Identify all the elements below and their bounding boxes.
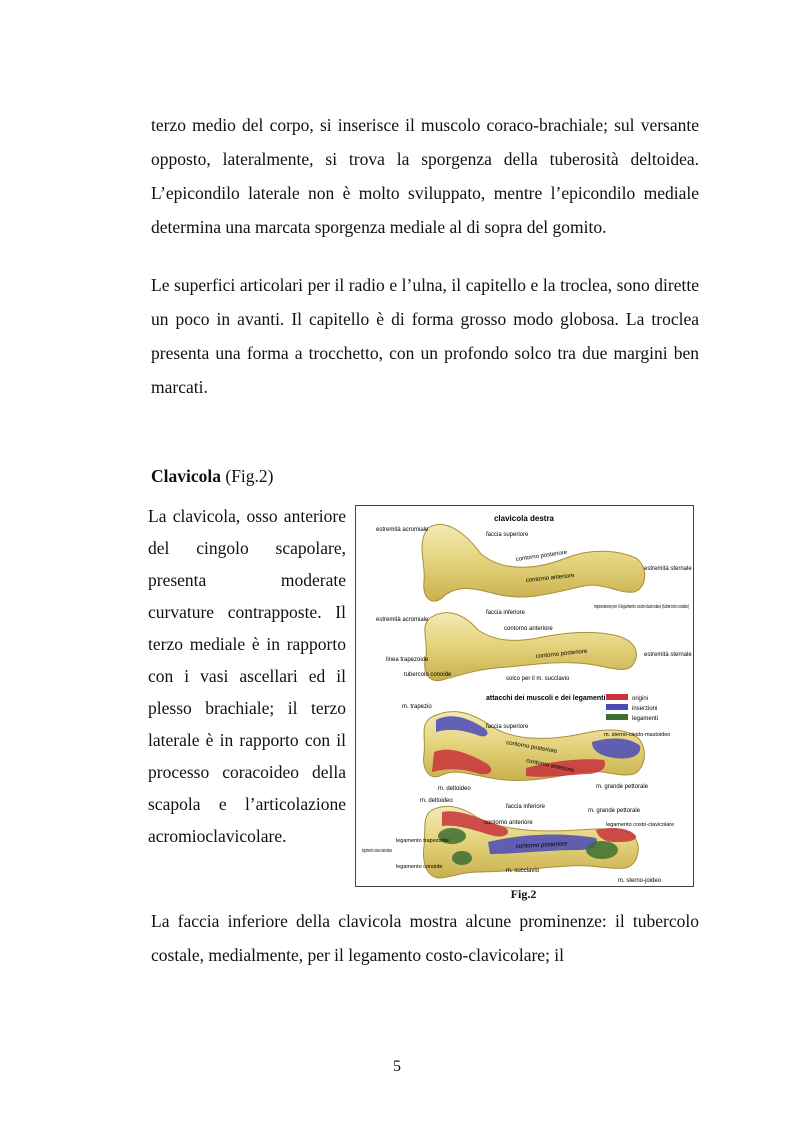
ligament-costo-clavicolare (586, 841, 618, 859)
legend-swatch-legamenti (606, 714, 628, 720)
legend-label-legamenti: legamenti (632, 716, 659, 722)
clavicle-bone-1 (422, 524, 645, 601)
body-paragraph-1: terzo medio del corpo, si inserisce il muscolo coraco-brachiale; sul versante opposto, lateralmente, si trova la sporgenza della tuberosità deltoidea. L’epicondilo laterale non è molto sviluppato, mentre l’epicondilo mediale determina una marcata sporgenza mediale al di sopra del gomito. (151, 115, 699, 237)
label-contorno-anteriore-1: contorno anteriore (525, 572, 575, 584)
side-paragraph: La clavicola, osso anteriore del cingolo scapolare, presenta moderate curvature contrapposte. Il terzo mediale è in rapporto con i vasi ascellari ed il plesso brachiale; il terzo laterale è in rapporto con il processo coracoideo della scapola e l’articolazione acromioclavicolare. (148, 506, 346, 846)
label-m-deltoideo-4: m. deltoideo (420, 798, 453, 804)
label-m-grande-pettorale-4: m. grande pettorale (588, 808, 641, 814)
label-impressione: impressione per il legamento costo-clavicolare (tubercolo costale) (594, 604, 690, 610)
legend-swatch-origini (606, 694, 628, 700)
label-m-succlavio: m. succlavio (506, 868, 540, 874)
label-contorno-posteriore-4: contorno posteriore (515, 841, 568, 850)
panel3-title: attacchi dei muscoli e dei legamenti (486, 695, 606, 702)
label-m-sterno-joideo: m. sterno-joideo (618, 878, 662, 884)
label-contorno-posteriore-1: contorno posteriore (515, 549, 568, 563)
label-estremita-sternale-1: estremità sternale (644, 566, 692, 572)
label-linea-trapezoide: linea trapezoide (386, 657, 429, 663)
label-legamento-coraco: legamento coraco-clavicolare (362, 848, 392, 854)
label-legamento-costo-clav: legamento costo-clavicolare (606, 822, 675, 828)
clavicle-bone-2 (425, 613, 637, 681)
label-m-trapezio: m. trapezio (402, 704, 432, 710)
body-paragraph-3: La faccia inferiore della clavicola mostra alcune prominenze: il tubercolo costale, medialmente, per il legamento costo-clavicolare; il (151, 911, 699, 965)
section-title: Clavicola (151, 466, 221, 486)
label-legamento-trapezoide: legamento trapezoide (396, 838, 449, 844)
clavicle-illustration (356, 506, 693, 886)
legend-swatch-inserzioni (606, 704, 628, 710)
label-m-sternocleido: m. sterno-cleido-mastoideo (604, 732, 671, 738)
ligament-conoide (452, 851, 472, 865)
page-number: 5 (393, 1058, 401, 1075)
label-estremita-acromiale-1: estremità acromiale (376, 527, 429, 533)
legend (606, 694, 658, 722)
figure-reference: (Fig.2) (225, 466, 274, 486)
label-m-grande-pettorale-3: m. grande pettorale (596, 784, 649, 790)
figure-caption: Fig.2 (510, 887, 537, 901)
body-paragraph-2: Le superfici articolari per il radio e l’ulna, il capitello e la troclea, sono dirette un poco in avanti. Il capitello è di forma grosso modo globosa. La troclea presenta una forma a trocchetto, con un profondo solco tra due margini ben marcati. (151, 275, 699, 397)
legend-label-origini: origini (632, 696, 649, 702)
label-estremita-acromiale-2: estremità acromiale (376, 617, 429, 623)
section-heading (151, 466, 274, 487)
label-m-deltoideo-3: m. deltoideo (438, 786, 471, 792)
label-faccia-superiore-1: faccia superiore (486, 532, 529, 538)
label-estremita-sternale-2: estremità sternale (644, 652, 692, 658)
clavicle-figure (355, 505, 694, 887)
label-solco-succlavio: solco per il m. succlavio (506, 676, 570, 682)
legend-label-inserzioni: inserzioni (632, 706, 658, 712)
label-faccia-superiore-3: faccia superiore (486, 724, 529, 730)
label-contorno-posteriore-2: contorno posteriore (535, 648, 588, 660)
label-faccia-inferiore-4: faccia inferiore (506, 804, 546, 810)
panel1-title: clavicola destra (493, 514, 555, 523)
label-tubercolo-conoide: tubercolo conoide (404, 672, 452, 678)
label-contorno-posteriore-3: contorno posteriore (505, 740, 558, 755)
label-contorno-anteriore-4: contorno anteriore (484, 820, 533, 826)
label-legamento-conoide: legamento conoide (396, 864, 443, 870)
label-faccia-inferiore-2: faccia inferiore (486, 610, 526, 616)
label-contorno-anteriore-2: contorno anteriore (504, 626, 553, 632)
label-contorno-anteriore-3: contorno anteriore (525, 758, 575, 775)
